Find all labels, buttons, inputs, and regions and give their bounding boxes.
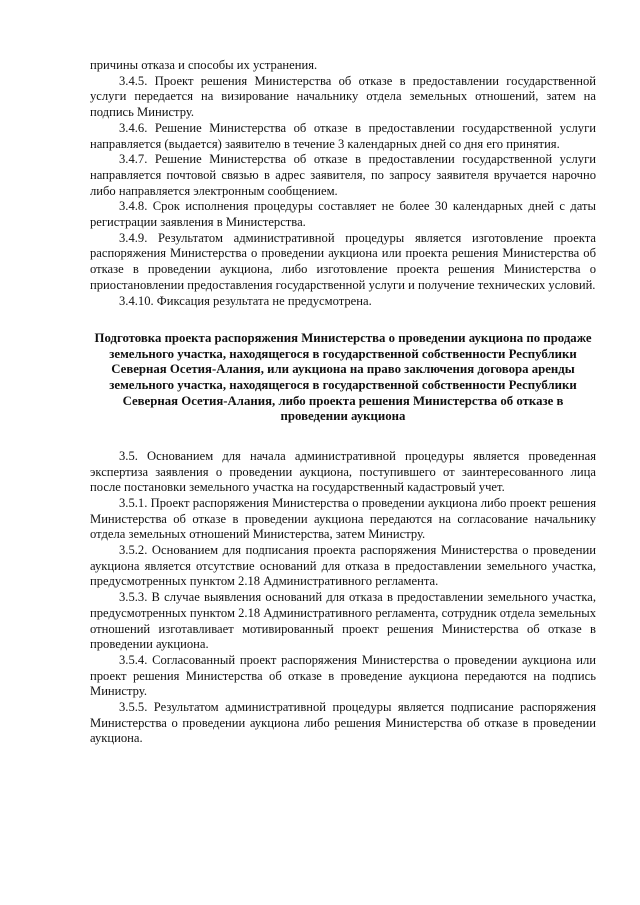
paragraph-3-4-8: 3.4.8. Срок исполнения процедуры составляет не более 30 календарных дней с даты регистрации заявления в Министерства. xyxy=(90,199,596,230)
paragraph-3-5-3: 3.5.3. В случае выявления оснований для отказа в предоставлении земельного участка, предусмотренных пунктом 2.18 Административного регламента, сотрудник отдела земельных отношений изготавливает мотивированный проект решения Министерства об отказе в проведении аукциона. xyxy=(90,590,596,652)
paragraph-3-5-5: 3.5.5. Результатом административной процедуры является подписание распоряжения Министерства о проведении аукциона либо решения Министерства об отказе в проведении аукциона. xyxy=(90,700,596,746)
document-page xyxy=(90,58,596,747)
paragraph-3-4-6: 3.4.6. Решение Министерства об отказе в предоставлении государственной услуги направляется (выдается) заявителю в течение 3 календарных дней со дня его принятия. xyxy=(90,120,596,151)
paragraph-3-5-1: 3.5.1. Проект распоряжения Министерства о проведении аукциона либо проект решения Министерства об отказе в проведении аукциона передаются на согласование начальнику отдела земельных отношений Министерства, затем Министру. xyxy=(90,495,596,542)
section-3-4-tail xyxy=(90,58,596,309)
paragraph-3-4-7: 3.4.7. Решение Министерства об отказе в предоставлении государственной услуги направляется почтовой связью в адрес заявителя, по запросу заявителя вручается нарочно либо направляется электронным сообщением. xyxy=(90,152,596,198)
paragraph-3-4-9: 3.4.9. Результатом административной процедуры является изготовление проекта распоряжения Министерства о проведении аукциона или проекта решения Министерства об отказе в проведении аукциона, либо изготовление проекта решения Министерства о приостановлении предоставления государственной услуги и получение технических условий. xyxy=(90,230,596,292)
paragraph-3-4-5: 3.4.5. Проект решения Министерства об отказе в предоставлении государственной услуги передается на визирование начальнику отдела земельных отношений, затем на подпись Министру. xyxy=(90,73,596,120)
paragraph-3-5: 3.5. Основанием для начала административной процедуры является проведенная экспертиза заявления о проведении аукциона, поступившего от заинтересованного лица после постановки земельного участка на государственный кадастровый учет. xyxy=(90,448,596,495)
paragraph-continuation: причины отказа и способы их устранения. xyxy=(90,58,318,72)
paragraph-3-5-2: 3.5.2. Основанием для подписания проекта распоряжения Министерства о проведении аукциона является отсутствие оснований для отказа в предоставлении земельного участка, предусмотренных пунктом 2.18 Административного регламента. xyxy=(90,543,596,589)
section-3-5 xyxy=(90,449,596,747)
paragraph-3-5-4: 3.5.4. Согласованный проект распоряжения Министерства о проведении аукциона или проект решения Министерства об отказе в проведение аукциона передаются на подпись Министру. xyxy=(90,652,596,699)
paragraph-3-4-10: 3.4.10. Фиксация результата не предусмотрена. xyxy=(119,293,372,308)
section-heading: Подготовка проекта распоряжения Министерства о проведении аукциона по продаже земельного участка, находящегося в государственной собственности Республики Северная Осетия-Алания, или аукциона на право заключения договора аренды земельного участка, находящегося в государственной собственности Республики Северная Осетия-Алания, либо проекта решения Министерства об отказе в проведении аукциона xyxy=(94,331,592,424)
